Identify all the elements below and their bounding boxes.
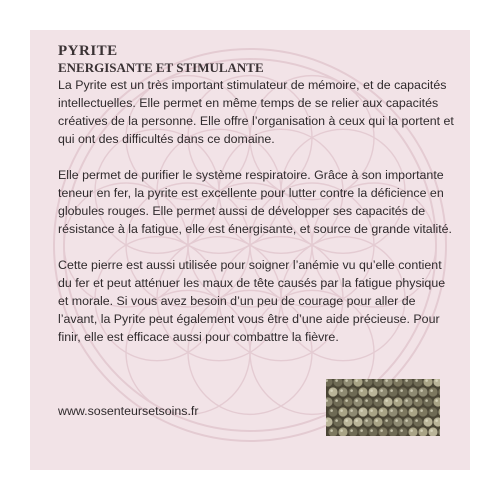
text-content	[58, 42, 458, 364]
page-title: PYRITE	[58, 43, 118, 59]
pyrite-beads-image	[326, 379, 440, 436]
paragraph-anemia: Cette pierre est aussi utilisée pour soigner l’anémie vu qu’elle contient du fer et peut atténuer les maux de tête causés par la fatigue physique et morale. Si vous avez besoin d’un peu de courage pour aller de l’avant, la Pyrite peut également vous être d’une aide précieuse. Pour finir, elle est efficace aussi pour combattre la fièvre.	[58, 258, 446, 344]
page-subtitle: ENERGISANTE ET STIMULANTE	[58, 60, 264, 75]
paragraph-memory: La Pyrite est un très important stimulateur de mémoire, et de capacités intellectuelles. Elle permet en même temps de se relier aux capacités créatives de la personne. Elle offre l’organisation à ceux qui la portent et qui ont des difficultés dans ce domaine.	[58, 78, 454, 146]
paragraph-respiratory: Elle permet de purifier le système respiratoire. Grâce à son importante teneur en fer, la pyrite est excellente pour lutter contre la déficience en globules rouges. Elle permet aussi de développer ses capacités de résistance à la fatigue, elle est énergisante, et source de grande vitalité.	[58, 168, 452, 236]
website-link[interactable]: www.sosenteursetsoins.fr	[58, 404, 199, 418]
info-card	[30, 30, 470, 470]
